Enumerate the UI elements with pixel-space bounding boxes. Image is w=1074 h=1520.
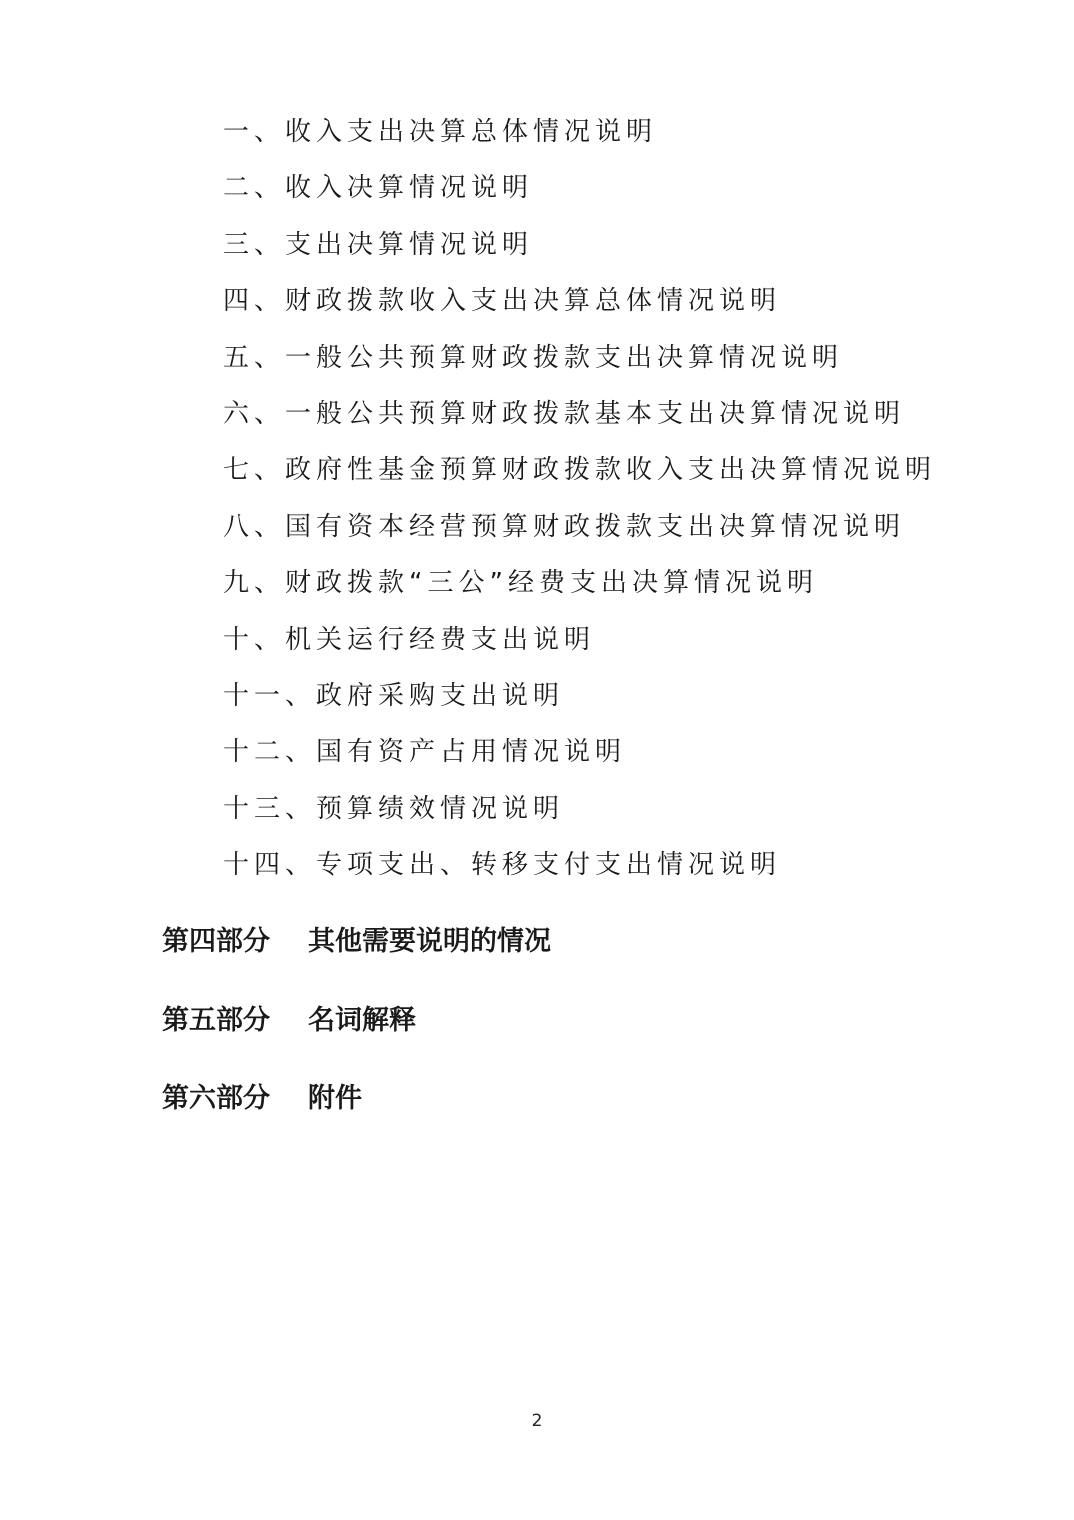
part-title: 附件 — [308, 1083, 362, 1114]
toc-item: 十三、预算绩效情况说明 — [223, 793, 565, 824]
part-heading-list — [162, 918, 551, 1154]
part-heading-5 — [162, 997, 551, 1076]
toc-item: 十二、国有资产占用情况说明 — [223, 737, 627, 768]
toc-section-list — [223, 108, 936, 897]
toc-item: 十、机关运行经费支出说明 — [223, 624, 596, 655]
toc-item: 四、财政拨款收入支出决算总体情况说明 — [223, 286, 782, 317]
toc-item: 五、一般公共预算财政拨款支出决算情况说明 — [223, 342, 844, 373]
part-title: 其他需要说明的情况 — [308, 926, 551, 957]
part-heading-6 — [162, 1075, 551, 1154]
part-heading-4 — [162, 918, 551, 997]
toc-item: 二、收入决算情况说明 — [223, 173, 534, 204]
toc-item: 六、一般公共预算财政拨款基本支出决算情况说明 — [223, 398, 906, 429]
toc-item: 八、国有资本经营预算财政拨款支出决算情况说明 — [223, 511, 906, 542]
toc-item: 九、财政拨款“三公”经费支出决算情况说明 — [223, 568, 818, 599]
toc-item: 七、政府性基金预算财政拨款收入支出决算情况说明 — [223, 455, 937, 486]
part-number: 第五部分 — [162, 1004, 270, 1036]
toc-item: 十一、政府采购支出说明 — [223, 680, 565, 711]
part-title: 名词解释 — [308, 1004, 416, 1036]
page-number: 2 — [531, 1411, 543, 1431]
toc-item: 十四、专项支出、转移支付支出情况说明 — [223, 850, 782, 881]
toc-item: 一、收入支出决算总体情况说明 — [223, 117, 658, 147]
part-number: 第四部分 — [162, 926, 270, 957]
toc-item: 三、支出决算情况说明 — [223, 229, 534, 260]
part-number: 第六部分 — [162, 1083, 270, 1114]
